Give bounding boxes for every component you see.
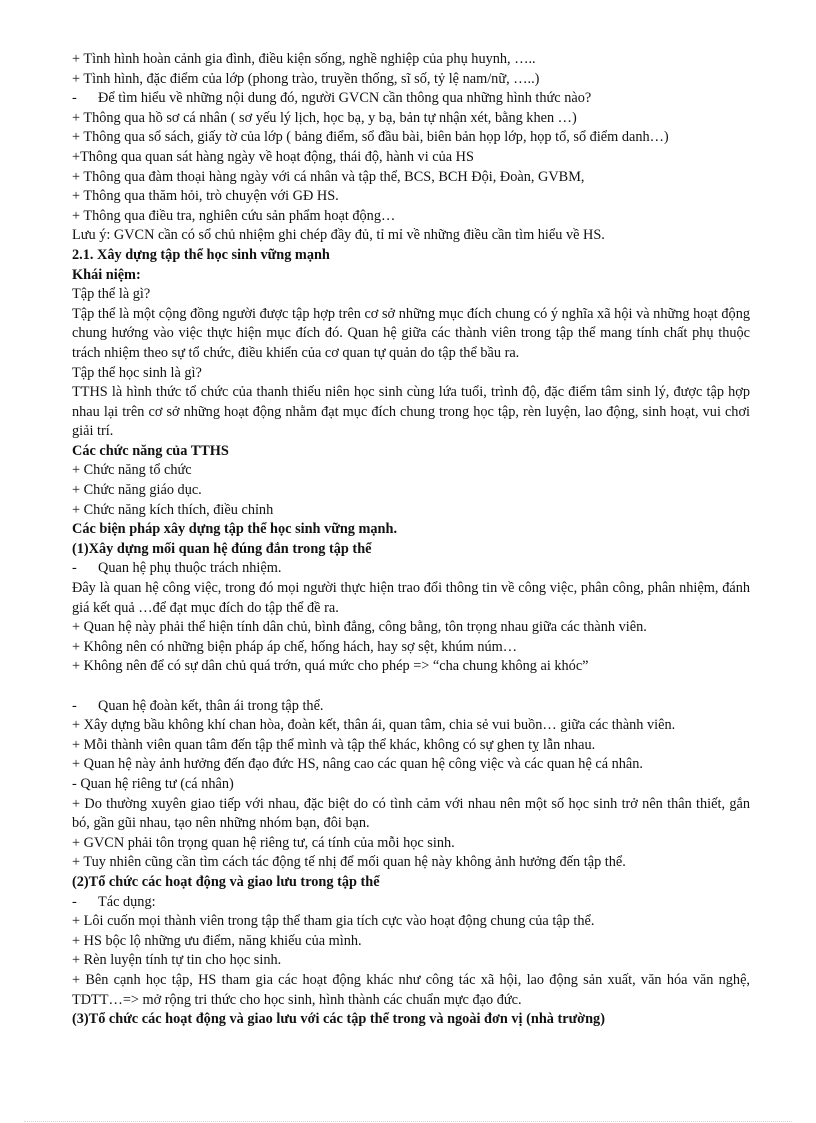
text-line: + Tuy nhiên cũng cần tìm cách tác động tế nhị để mối quan hệ này không ảnh hưởng đến tập thể. [72,854,626,871]
subheading: (1)Xây dựng mối quan hệ đúng đắn trong tập thể [72,540,372,557]
paragraph: + Bên cạnh học tập, HS tham gia các hoạt động khác như công tác xã hội, lao động sản xuất, văn hóa văn nghệ, TDTT…=> mở rộng tri thức cho học sinh, hình thành các chuẩn mực đạo đức. [72,971,750,1008]
dash-marker: - [72,893,77,910]
text-line: + GVCN phải tôn trọng quan hệ riêng tư, cá tính của mỗi học sinh. [72,834,455,851]
text-line: + Rèn luyện tính tự tin cho học sinh. [72,952,282,969]
dash-marker: - [72,90,77,107]
dash-item-text: Để tìm hiểu về những nội dung đó, người GVCN cần thông qua những hình thức nào? [98,90,592,107]
text-line: + Thông qua thăm hỏi, trò chuyện với GĐ HS. [72,188,339,205]
subheading: Các biện pháp xây dựng tập thể học sinh vững mạnh. [72,521,398,538]
section-heading: 2.1. Xây dựng tập thể học sinh vững mạnh [72,246,330,263]
question-line: Tập thể là gì? [72,286,151,303]
text-line: + Thông qua đàm thoại hàng ngày với cá nhân và tập thể, BCS, BCH Đội, Đoàn, GVBM, [72,168,585,185]
note-line: Lưu ý: GVCN cần có sổ chủ nhiệm ghi chép đầy đủ, tỉ mỉ về những điều cần tìm hiểu về HS. [72,227,605,244]
text-line: + Thông qua điều tra, nghiên cứu sản phẩm hoạt động… [72,207,396,224]
dash-item [72,559,750,579]
text-line: + Mỗi thành viên quan tâm đến tập thể mình và tập thể khác, không có sự ghen tỵ lẫn nhau. [72,736,596,753]
text-line: + Không nên có những biện pháp áp chế, hống hách, hay sợ sệt, khúm núm… [72,638,518,655]
subheading: (2)Tổ chức các hoạt động và giao lưu trong tập thể [72,873,380,890]
dash-item-text: Quan hệ phụ thuộc trách nhiệm. [98,560,282,577]
text-line: + Tình hình, đặc điểm của lớp (phong trào, truyền thống, sĩ số, tỷ lệ nam/nữ, …..) [72,70,540,87]
subheading: (3)Tổ chức các hoạt động và giao lưu với các tập thể trong và ngoài đơn vị (nhà trường) [72,1011,605,1028]
text-line: + Không nên để có sự dân chủ quá trớn, quá mức cho phép => “cha chung không ai khóc” [72,658,589,675]
text-line: + Chức năng giáo dục. [72,482,202,499]
text-line: + Xây dựng bầu không khí chan hòa, đoàn kết, thân ái, quan tâm, chia sẻ vui buồn… giữa các thành viên. [72,717,676,734]
dash-item [72,697,750,717]
text-line: + Thông qua hồ sơ cá nhân ( sơ yếu lý lịch, học bạ, y bạ, bản tự nhận xét, bằng khen …) [72,109,577,126]
text-line: - Quan hệ riêng tư (cá nhân) [72,775,234,792]
text-line: +Thông qua quan sát hàng ngày về hoạt động, thái độ, hành vi của HS [72,148,474,165]
dash-item [72,893,750,913]
page-bottom-border [24,1121,792,1122]
document-body [72,50,750,1030]
paragraph: Đây là quan hệ công việc, trong đó mọi người thực hiện trao đổi thông tin về công việc, phân công, phân nhiệm, đánh giá kết quả …để đạt mục đích do tập thể đề ra. [72,580,750,616]
text-line: + Chức năng kích thích, điều chỉnh [72,501,274,518]
paragraph: TTHS là hình thức tổ chức của thanh thiếu niên học sinh cùng lứa tuổi, trình độ, đặc điểm tâm sinh lý, được tập hợp nhau lại trên cơ sở những hoạt động nhằm đạt mục đích chung trong học tập, rèn luyện, lao động, sinh hoạt, vui chơi giải trí. [72,384,750,440]
text-line: + Quan hệ này ảnh hưởng đến đạo đức HS, nâng cao các quan hệ công việc và các quan hệ cá nhân. [72,756,644,773]
dash-item-text: Tác dụng: [98,893,156,910]
question-line: Tập thể học sinh là gì? [72,364,202,381]
text-line: + Thông qua sổ sách, giấy tờ của lớp ( bảng điểm, sổ đầu bài, biên bản họp lớp, họp tổ, sổ điểm danh…) [72,129,669,146]
blank-line [72,677,750,697]
dash-marker: - [72,697,77,714]
text-line: + HS bộc lộ những ưu điểm, năng khiếu của mình. [72,932,362,949]
paragraph: + Do thường xuyên giao tiếp với nhau, đặc biệt do có tình cảm với nhau nên một số học sinh trở nên thân thiết, gắn bó, gần gũi nhau, tạo nên những nhóm bạn, đôi bạn. [72,795,750,832]
dash-item-text: Quan hệ đoàn kết, thân ái trong tập thể. [98,697,324,714]
subheading: Các chức năng của TTHS [72,442,229,459]
paragraph: Tập thể là một cộng đồng người được tập hợp trên cơ sở những mục đích chung có ý nghĩa xã hội và những hoạt động chung hướng vào việc thực hiện mục đích đó. Quan hệ giữa các thành viên trong tập thể mang tính chất phụ thuộc trách nhiệm theo sự tổ chức, điều khiển của cơ quan tự quản do tập thể bầu ra. [72,305,750,361]
dash-marker: - [72,560,77,577]
dash-item [72,89,750,109]
text-line: + Lôi cuốn mọi thành viên trong tập thể tham gia tích cực vào hoạt động chung của tập thể. [72,913,595,930]
text-line: + Tình hình hoàn cảnh gia đình, điều kiện sống, nghề nghiệp của phụ huynh, ….. [72,51,536,67]
subheading: Khái niệm: [72,266,141,283]
text-line: + Quan hệ này phải thể hiện tính dân chủ, bình đẳng, công bằng, tôn trọng nhau giữa các thành viên. [72,619,647,636]
text-line: + Chức năng tổ chức [72,462,192,479]
